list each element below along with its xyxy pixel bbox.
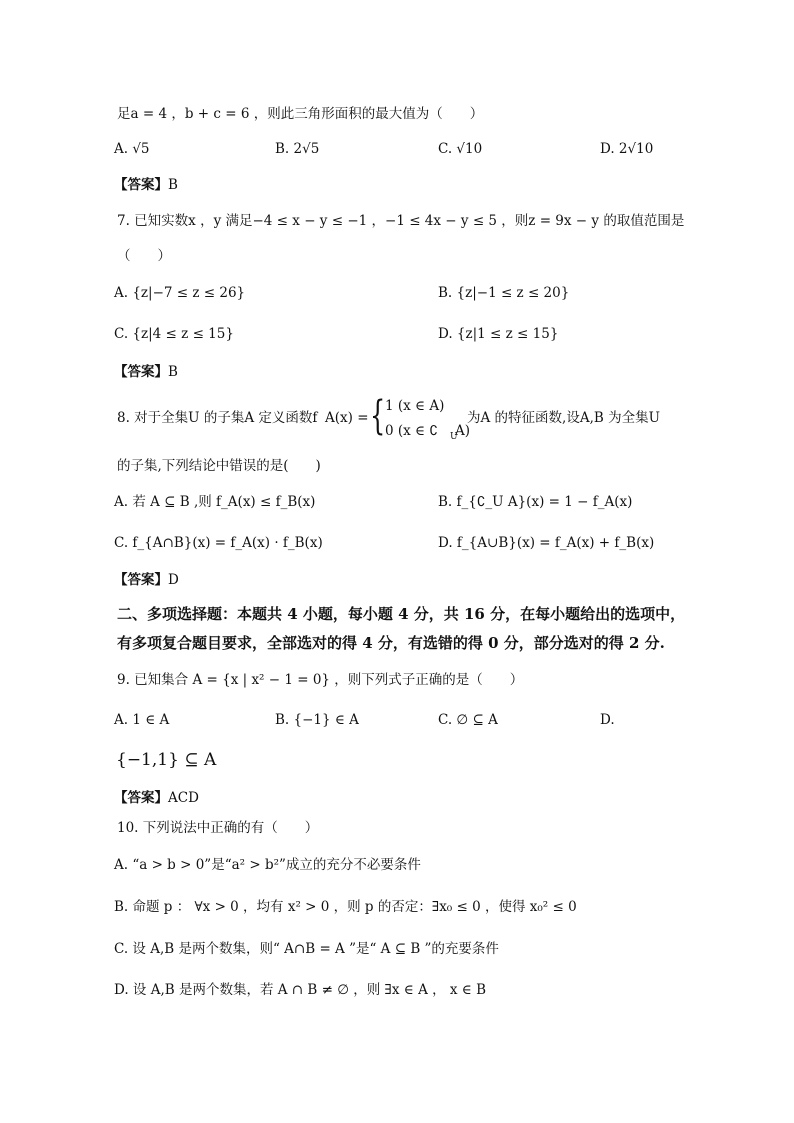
q6-option-c: C. √10 xyxy=(438,141,483,157)
q6-option-d: D. 2√10 xyxy=(600,141,654,157)
q8-case2-tail: A) xyxy=(455,423,471,439)
q8-option-c: C. f_{A∩B}(x) = f_A(x) · f_B(x) xyxy=(114,535,323,551)
answer-value: B xyxy=(168,177,178,193)
section-heading-line2: 有多项复合题目要求，全部选对的得 4 分，有选错的得 0 分，部分选对的得 2 分. xyxy=(117,634,665,652)
q10-option-a: A. “a > b > 0”是“a² > b²”成立的充分不必要条件 xyxy=(114,857,421,873)
q9-option-b: B. {−1} ∈ A xyxy=(275,712,359,728)
q7-option-d: D. {z|1 ≤ z ≤ 15} xyxy=(438,326,559,342)
q10-stem: 10. 下列说法中正确的有（ ） xyxy=(117,820,319,836)
q9-option-d-cont: {−1,1} ⊆ A xyxy=(116,750,217,770)
q8-case2: 0 (x ∈ ∁ xyxy=(385,423,438,439)
q8-option-d: D. f_{A∪B}(x) = f_A(x) + f_B(x) xyxy=(438,535,655,551)
q10-option-c: C. 设 A,B 是两个数集，则“ A∩B = A ”是“ A ⊆ B ”的充要条件 xyxy=(114,941,499,957)
q6-stem: 足a = 4 ，b + c = 6 ，则此三角形面积的最大值为（ ） xyxy=(117,106,484,122)
q8-case2-sub: U xyxy=(450,432,458,442)
section-heading-line1: 二、多项选择题：本题共 4 小题，每小题 4 分，共 16 分，在每小题给出的选项中， xyxy=(117,605,686,623)
q9-stem: 9. 已知集合 A = {x | x² − 1 = 0} ，则下列式子正确的是（ ） xyxy=(117,672,524,688)
q7-stem-cont: （ ） xyxy=(117,248,171,264)
q10-option-d: D. 设 A,B 是两个数集，若 A ∩ B ≠ ∅ ，则 ∃x ∈ A ， x ∈ B xyxy=(114,982,487,998)
q9-answer xyxy=(114,788,199,808)
q8-case1: 1 (x ∈ A) xyxy=(385,398,445,414)
q6-option-b: B. 2√5 xyxy=(275,141,320,157)
answer-label: 【答案】 xyxy=(114,790,168,806)
q7-option-a: A. {z|−7 ≤ z ≤ 26} xyxy=(114,285,246,301)
answer-label: 【答案】 xyxy=(114,572,168,588)
answer-value: ACD xyxy=(168,790,199,806)
answer-label: 【答案】 xyxy=(114,177,168,193)
q7-option-c: C. {z|4 ≤ z ≤ 15} xyxy=(114,326,234,342)
q9-option-a: A. 1 ∈ A xyxy=(114,712,170,728)
q8-fn: A(x) = xyxy=(325,410,369,426)
q9-option-c: C. ∅ ⊆ A xyxy=(438,712,498,728)
q7-stem: 7. 已知实数x ，y 满足−4 ≤ x − y ≤ −1 ，−1 ≤ 4x − y ≤ 5 ，则z = 9x − y 的取值范围是 xyxy=(117,213,685,229)
q8-stem-post: 为A 的特征函数,设A,B 为全集U xyxy=(467,410,660,426)
answer-value: B xyxy=(168,364,178,380)
answer-value: D xyxy=(168,572,179,588)
q10-option-b: B. 命题 p ： ∀x > 0 ，均有 x² > 0 ，则 p 的否定：∃x₀ ≤ 0 ，使得 x₀² ≤ 0 xyxy=(114,899,577,915)
q7-answer xyxy=(114,362,178,382)
q8-answer xyxy=(114,570,179,590)
q7-option-b: B. {z|−1 ≤ z ≤ 20} xyxy=(438,285,570,301)
q8-option-a: A. 若 A ⊆ B ,则 f_A(x) ≤ f_B(x) xyxy=(114,494,316,510)
q6-answer xyxy=(114,175,178,195)
q9-option-d: D. xyxy=(600,712,615,728)
q8-brace: { xyxy=(370,393,386,439)
q8-option-b: B. f_{∁_U A}(x) = 1 − f_A(x) xyxy=(438,494,633,510)
q8-stem-cont: 的子集,下列结论中错误的是( ) xyxy=(117,458,321,474)
q8-stem-pre: 8. 对于全集U 的子集A 定义函数f xyxy=(117,410,318,426)
answer-label: 【答案】 xyxy=(114,364,168,380)
q6-option-a: A. √5 xyxy=(114,141,150,157)
